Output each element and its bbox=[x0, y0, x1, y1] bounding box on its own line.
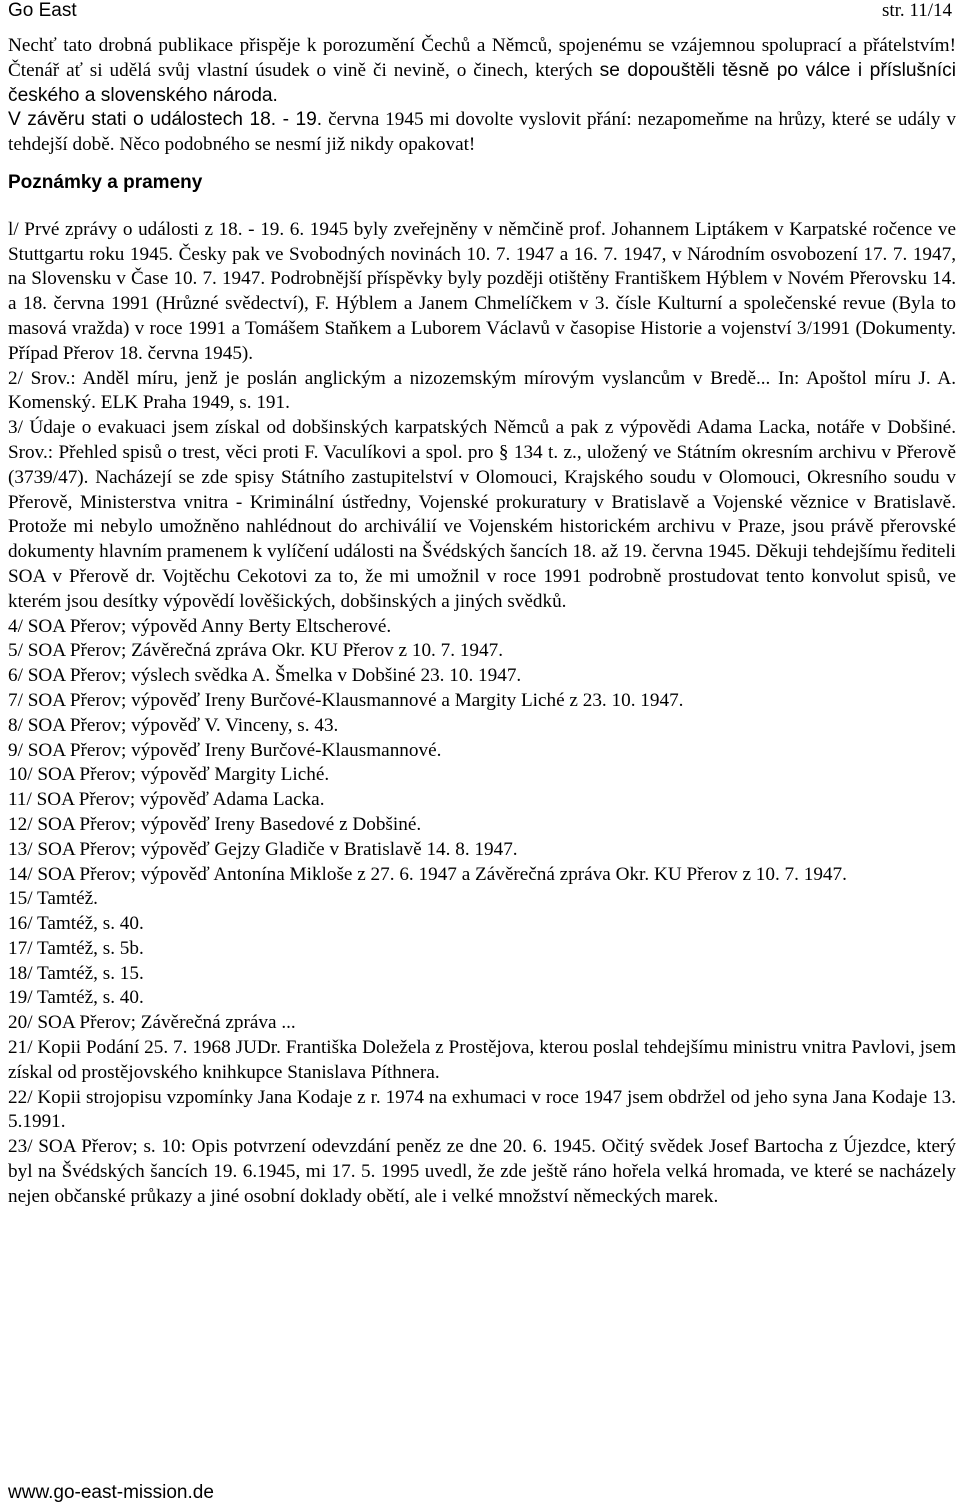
note-item: 22/ Kopii strojopisu vzpomínky Jana Kodaje z r. 1974 na exhumaci v roce 1947 jsem obdržel od jeho syna Jana Kodaje 13. 5.1991. bbox=[8, 1086, 956, 1133]
note-item: 5/ SOA Přerov; Závěrečná zpráva Okr. KU Přerov z 10. 7. 1947. bbox=[8, 640, 504, 662]
intro-text: Nechť tato drobná publikace přispěje k porozumění Čechů a Němců, spojenému se vzájemnou spoluprací a přátelstvím! Čtenář ať si udělá svůj vlastní úsudek o vině či nevině, o činech, kterých bbox=[8, 35, 956, 81]
note-item: 17/ Tamtéž, s. 5b. bbox=[8, 937, 144, 959]
note-item: 9/ SOA Přerov; výpověď Ireny Burčové-Klausmannové. bbox=[8, 739, 442, 761]
page-header bbox=[8, 0, 952, 22]
note-item: 20/ SOA Přerov; Závěrečná zpráva ... bbox=[8, 1012, 296, 1034]
note-item: 15/ Tamtéž. bbox=[8, 888, 98, 910]
document-body bbox=[8, 34, 956, 1210]
note-item: 3/ Údaje o evakuaci jsem získal od dobšinských karpatských Němců a pak z výpovědi Adama Lacka, notáře v Dobšiné. Srov.: Přehled spisů o trest, věci proti F. Vaculíkovi a spol. pro § 134 t. z., uložený ve Státním okresním archivu v Přerově (3739/47). Nacházejí se zde spisy Státního zastupitelství v Olomouci, Krajského soudu v Olomouci, Okresního soudu v Přerově, Ministerstva vnitra - Kriminální ústředny, Vojenské prokuratury v Bratislavě a Vojenské věznice v Bratislavě. Protože mi nebylo umožněno nahlédnout do archiválií ve Vojenském historickém archivu v Praze, jsou právě přerovské dokumenty hlavním pramenem k vylíčení události na Švédských šancích 18. až 19. června 1945. Děkuji tehdejšímu řediteli SOA v Přerově dr. Vojtěchu Cekotovi za to, že mi umožnil v roce 1991 podrobně prostudovat tento konvolut spisů, ve kterém jsou desítky výpovědí lověšických, dobšinských a jiných svědků. bbox=[8, 417, 956, 612]
note-item: l/ Prvé zprávy o události z 18. - 19. 6. 1945 byly zveřejněny v němčině prof. Johannem Liptákem v Karpatské ročence ve Stuttgartu roku 1945. Česky pak ve Svobodných novinách 10. 7. 1947 a 16. 7. 1947, v Národním osvobození 17. 7. 1947, na Slovensku v Čase 10. 7. 1947. Podrobnější příspěvky byly později otištěny Františkem Hýblem v Novém Přerovsku 14. a 18. června 1991 (Hrůzné svědectví), F. Hýblem a Janem Chmelíčkem v 3. čísle Kulturní a společenské revue (Byla to masová vražda) v roce 1991 a Tomášem Staňkem a Luborem Václavů v časopise Historie a vojenství 3/1991 (Dokumenty. Případ Přerov 18. června 1945). bbox=[8, 218, 956, 364]
note-item: 21/ Kopii Podání 25. 7. 1968 JUDr. Františka Doležela z Prostějova, kterou poslal tehdejšímu ministru vnitra Pavlovi, jsem získal od prostějovského knihkupce Stanislava Píthnera. bbox=[8, 1037, 956, 1083]
note-item: 6/ SOA Přerov; výslech svědka A. Šmelka v Dobšiné 23. 10. 1947. bbox=[8, 665, 522, 687]
note-item: 18/ Tamtéž, s. 15. bbox=[8, 962, 144, 984]
intro-paragraph bbox=[8, 34, 956, 108]
note-item: 23/ SOA Přerov; s. 10: Opis potvrzení odevzdání peněz ze dne 20. 6. 1945. Očitý svědek Josef Bartocha z Újezdce, který byl na Švédských šancích 19. 6.1945, mi 17. 5. 1995 uvedl, že zde ještě ráno hořela velká hromada, ve které se nacházely nejen občanské průkazy a jiné osobní doklady obětí, ale i velké množství německých marek. bbox=[8, 1136, 956, 1207]
notes-heading: Poznámky a prameny bbox=[8, 171, 203, 193]
closing-paragraph bbox=[8, 108, 956, 158]
note-item: 19/ Tamtéž, s. 40. bbox=[8, 987, 144, 1009]
note-item: 13/ SOA Přerov; výpověď Gejzy Gladiče v Bratislavě 14. 8. 1947. bbox=[8, 838, 518, 860]
note-item: 4/ SOA Přerov; výpověd Anny Berty Eltscherové. bbox=[8, 615, 392, 637]
closing-text: června 1945 mi dovolte vyslovit přání: nezapomeňme na hrůzy, které se udály v tehdejší době. Něco podobného se nesmí již nikdy opakovat! bbox=[8, 109, 957, 156]
page-number: str. 11/14 bbox=[881, 0, 952, 21]
footer-url: www.go-east-mission.de bbox=[8, 1482, 214, 1503]
notes-list bbox=[8, 218, 956, 1210]
note-item: 11/ SOA Přerov; výpověď Adama Lacka. bbox=[8, 789, 325, 811]
note-item: 8/ SOA Přerov; výpověď V. Vinceny, s. 43. bbox=[8, 714, 339, 736]
note-item: 14/ SOA Přerov; výpověď Antonína Mikloše z 27. 6. 1947 a Závěrečná zpráva Okr. KU Přerov z 10. 7. 1947. bbox=[8, 863, 847, 885]
closing-text-sans: V závěru stati o událostech 18. - 19. bbox=[8, 109, 323, 131]
note-item: 16/ Tamtéž, s. 40. bbox=[8, 913, 144, 935]
intro-text-sans: se dopouštěli těsně po válce i příslušníci českého a slovenského národa. bbox=[8, 59, 957, 106]
note-item: 10/ SOA Přerov; výpověď Margity Liché. bbox=[8, 764, 330, 786]
note-item: 7/ SOA Přerov; výpověď Ireny Burčové-Klausmannové a Margity Liché z 23. 10. 1947. bbox=[8, 689, 684, 711]
note-item: 12/ SOA Přerov; výpověď Ireny Basedové z Dobšiné. bbox=[8, 813, 422, 835]
note-item: 2/ Srov.: Anděl míru, jenž je poslán anglickým a nizozemským mírovým vyslancům v Bredě... In: Apoštol míru J. A. Komenský. ELK Praha 1949, s. 191. bbox=[8, 367, 956, 414]
header-title: Go East bbox=[8, 0, 77, 21]
